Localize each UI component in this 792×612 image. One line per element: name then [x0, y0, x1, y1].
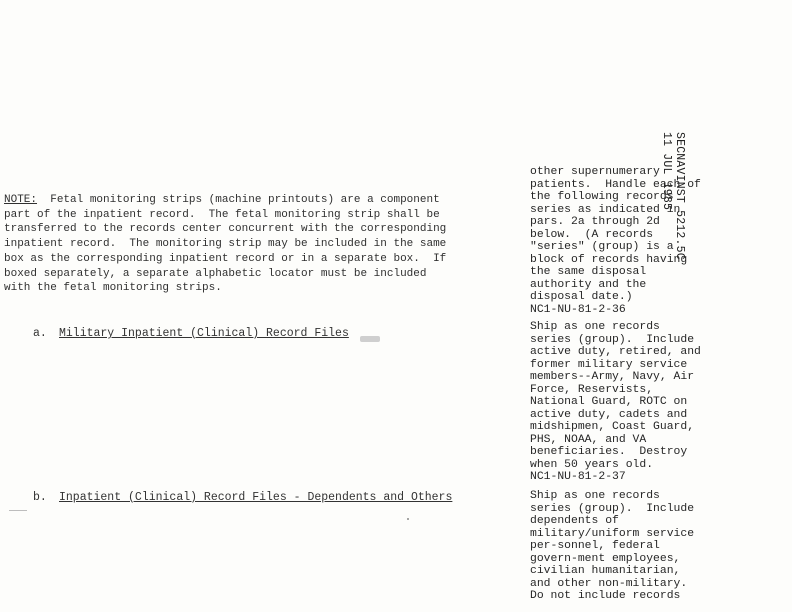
directive-date: 11 JUL 1985 [660, 132, 673, 211]
disposition-line: midshipmen, Coast Guard, [530, 421, 695, 433]
disposition-block-intro [530, 166, 745, 316]
disposition-line: active duty, retired, and [530, 346, 701, 358]
disposition-line: the following records [530, 191, 674, 203]
item-b-heading [33, 491, 452, 504]
disposition-line: and other non-military. [530, 577, 688, 590]
note-line-1: part of the inpatient record. The fetal monitoring strip shall be [4, 208, 440, 221]
disposition-line: govern-ment employees, [530, 552, 681, 565]
disposition-line: military/uniform service [530, 527, 695, 540]
disposition-line: members--Army, Navy, Air [530, 371, 695, 383]
note-line-4: box as the corresponding inpatient record or in a separate box. If [4, 252, 447, 265]
directive-number: SECNAVINST 5212.5C [673, 132, 686, 260]
disposition-line: dependents of [530, 515, 619, 527]
item-a-letter: a. [33, 327, 47, 340]
disposition-line: Do not include records [530, 590, 681, 602]
scan-speck [9, 510, 27, 511]
disposition-line: disposal date.) [530, 291, 633, 303]
disposition-line: Ship as one records [530, 490, 660, 502]
disposition-line: when 50 years old. [530, 458, 654, 471]
disposition-line: civilian humanitarian, [530, 565, 681, 577]
disposition-line: the same disposal [530, 266, 647, 278]
disposition-line: block of records having [530, 253, 688, 266]
disposition-line: pars. 2a through 2d [530, 216, 660, 228]
disposition-line: PHS, NOAA, and VA [530, 433, 647, 446]
disposition-line: Ship as one records [530, 321, 660, 333]
disposition-line: National Guard, ROTC on [530, 396, 688, 408]
item-b-title: Inpatient (Clinical) Record Files - Dependents and Others [59, 491, 453, 504]
disposition-line: series (group). Include [530, 502, 695, 515]
disposition-authority: NC1-NU-81-2-37 [530, 471, 626, 483]
item-a-title: Military Inpatient (Clinical) Record Files [59, 327, 349, 340]
note-line-2: transferred to the records center concurrent with the corresponding [4, 223, 447, 236]
disposition-line: Force, Reservists, [530, 383, 654, 396]
disposition-line: patients. Handle each of [530, 178, 701, 191]
disposition-line: "series" (group) is a [530, 241, 674, 253]
disposition-line: series as indicated in [530, 203, 681, 216]
disposition-line: active duty, cadets and [530, 408, 688, 421]
disposition-line: below. (A records [530, 228, 654, 241]
note-label: NOTE: [4, 194, 38, 206]
disposition-line: per-sonnel, federal [530, 540, 660, 552]
disposition-line: series (group). Include [530, 333, 695, 346]
note-line-0: Fetal monitoring strips (machine printouts) are a component [37, 194, 440, 206]
item-b-letter: b. [33, 491, 47, 504]
disposition-line: authority and the [530, 278, 647, 291]
disposition-block-a [530, 321, 745, 484]
note-line-5: boxed separately, a separate alphabetic locator must be included [4, 267, 427, 280]
scan-speck [360, 336, 380, 342]
note-paragraph [4, 193, 524, 296]
disposition-block-b [530, 490, 745, 603]
scan-speck [407, 518, 409, 520]
note-line-3: inpatient record. The monitoring strip may be included in the same [4, 238, 447, 251]
disposition-authority: NC1-NU-81-2-36 [530, 303, 626, 316]
item-a-heading [33, 327, 349, 340]
disposition-line: beneficiaries. Destroy [530, 446, 688, 458]
disposition-line: former military service [530, 358, 688, 371]
note-line-6: with the fetal monitoring strips. [4, 282, 222, 295]
disposition-line: other supernumerary [530, 166, 660, 178]
